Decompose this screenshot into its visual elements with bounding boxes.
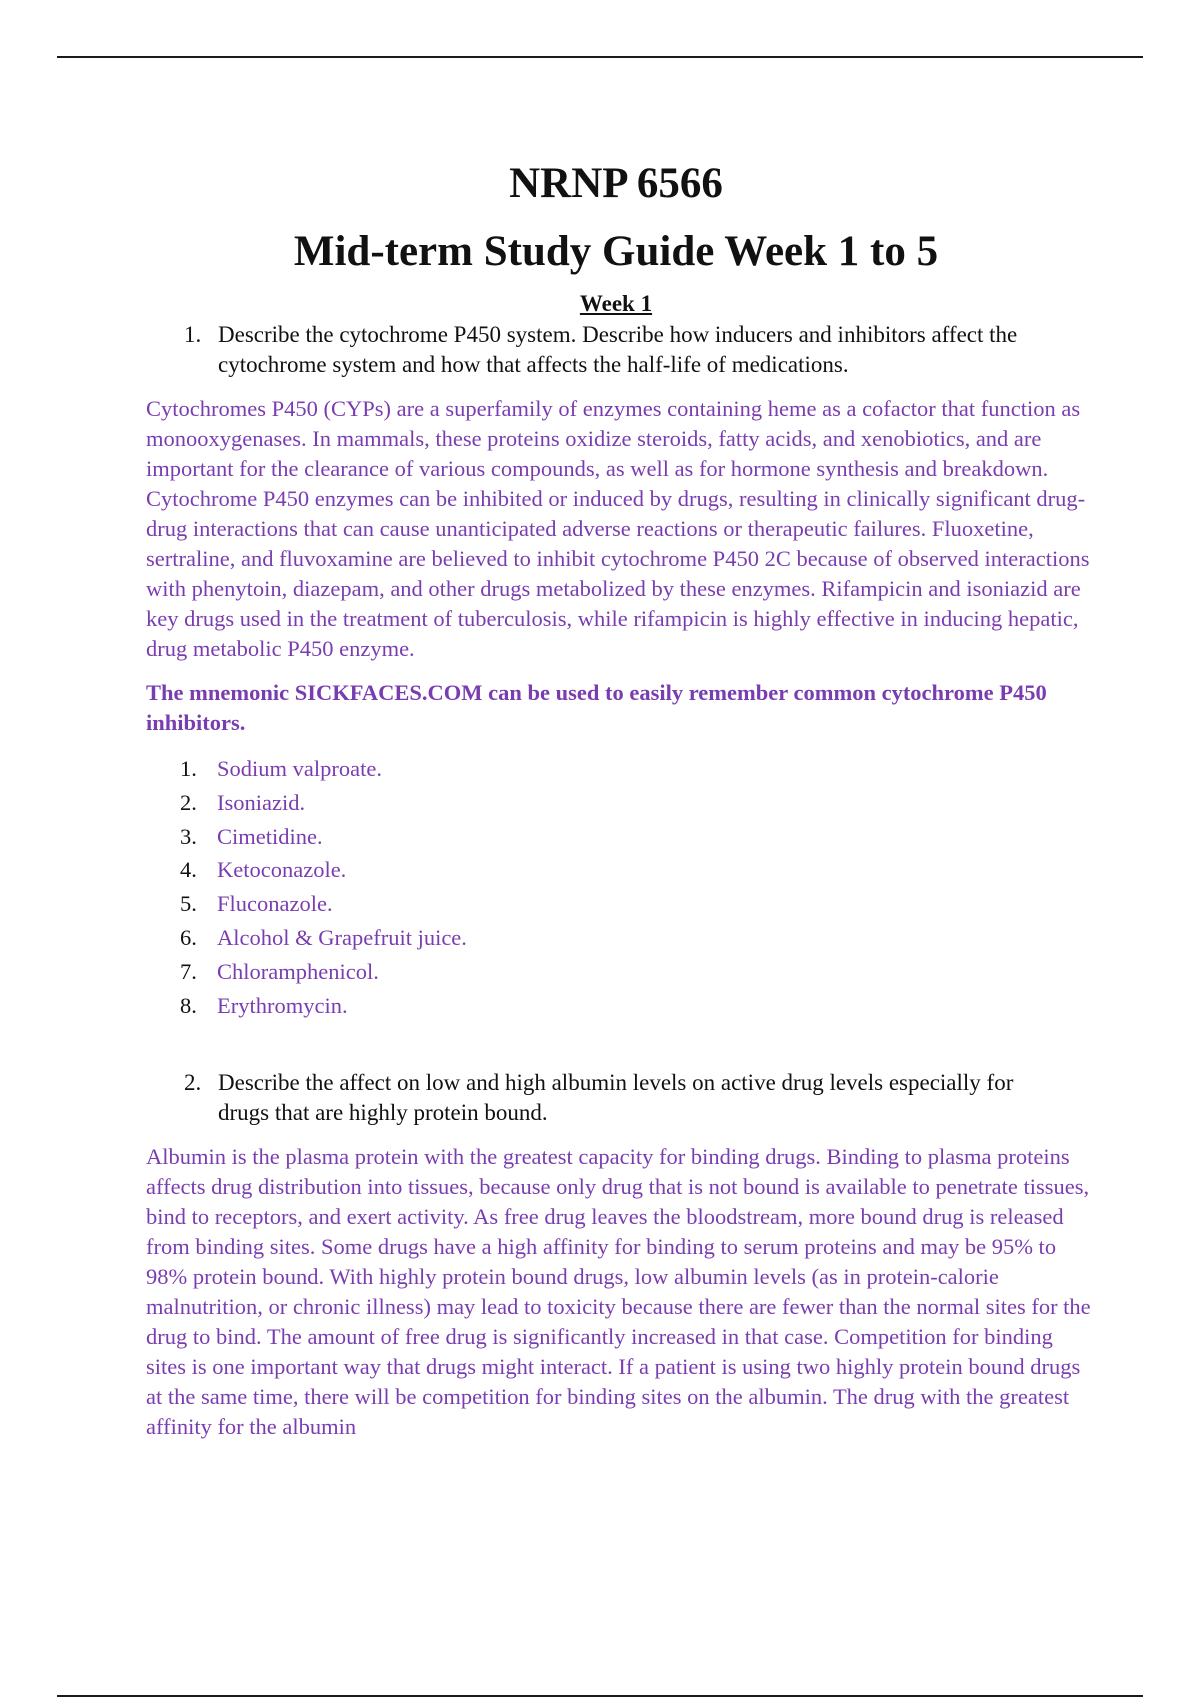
list-item: 7. Chloramphenicol. [180,958,379,984]
answer-1: Cytochromes P450 (CYPs) are a superfamily of enzymes containing heme as a cofactor that function as monooxygenases. In mammals, these proteins oxidize steroids, fatty acids, and xenobiotics, and are important for the clearance of various compounds, as well as for hormone synthesis and breakdown. Cytochrome P450 enzymes can be inhibited or induced by drugs, resulting in clinically significant drug-drug interactions that can cause unanticipated adverse reactions or therapeutic failures. Fluoxetine, sertraline, and fluvoxamine are believed to inhibit cytochrome P450 2C because of observed interactions with phenytoin, diazepam, and other drugs metabolized by these enzymes. Rifampicin and isoniazid are key drugs used in the treatment of tuberculosis, while rifampicin is highly effective in inducing hepatic, drug metabolic P450 enzyme. [146,396,1090,661]
bottom-rule [57,1695,1143,1697]
question-1 [184,320,1064,380]
list-item: 1. Sodium valproate. [180,756,382,781]
list-item: 8. Erythromycin. [180,992,348,1018]
list-item: 5. Fluconazole. [180,891,333,917]
document-page [146,150,1091,1456]
question-text: Describe the affect on low and high albumin levels on active drug levels especially for drugs that are highly protein bound. [218,1070,1014,1126]
question-number: 1. [184,322,202,347]
inhibitor-list [180,752,1086,1022]
question-text: Describe the cytochrome P450 system. Describe how inducers and inhibitors affect the cytochrome system and how that affects the half-life of medications. [218,322,1018,377]
mnemonic-note: The mnemonic SICKFACES.COM can be used to easily remember common cytochrome P450 inhibitors. [146,680,1047,735]
top-rule [57,56,1143,58]
spacer [146,1022,1086,1068]
answer-2: Albumin is the plasma protein with the greatest capacity for binding drugs. Binding to plasma proteins affects drug distribution into tissues, because only drug that is not bound is available to penetrate tissues, bind to receptors, and exert activity. As free drug leaves the bloodstream, more bound drug is released from binding sites. Some drugs have a high affinity for binding to serum proteins and may be 95% to 98% protein bound. With highly protein bound drugs, low albumin levels (as in protein-calorie malnutrition, or chronic illness) may lead to toxicity because there are fewer than the normal sites for the drug to bind. The amount of free drug is significantly increased in that case. Competition for binding sites is one important way that drugs might interact. If a patient is using two highly protein bound drugs at the same time, there will be competition for binding sites on the albumin. The drug with the greatest affinity for the albumin [146,1144,1091,1440]
course-title: NRNP 6566 [509,160,723,207]
guide-title: Mid-term Study Guide Week 1 to 5 [293,228,939,275]
list-item: 3. Cimetidine. [180,823,323,849]
list-item: 2. Isoniazid. [180,789,306,815]
week-heading: Week 1 [579,291,653,316]
list-item: 4. Ketoconazole. [180,857,347,883]
list-item: 6. Alcohol & Grapefruit juice. [180,924,467,950]
question-2 [184,1068,1064,1128]
question-number: 2. [184,1070,202,1096]
